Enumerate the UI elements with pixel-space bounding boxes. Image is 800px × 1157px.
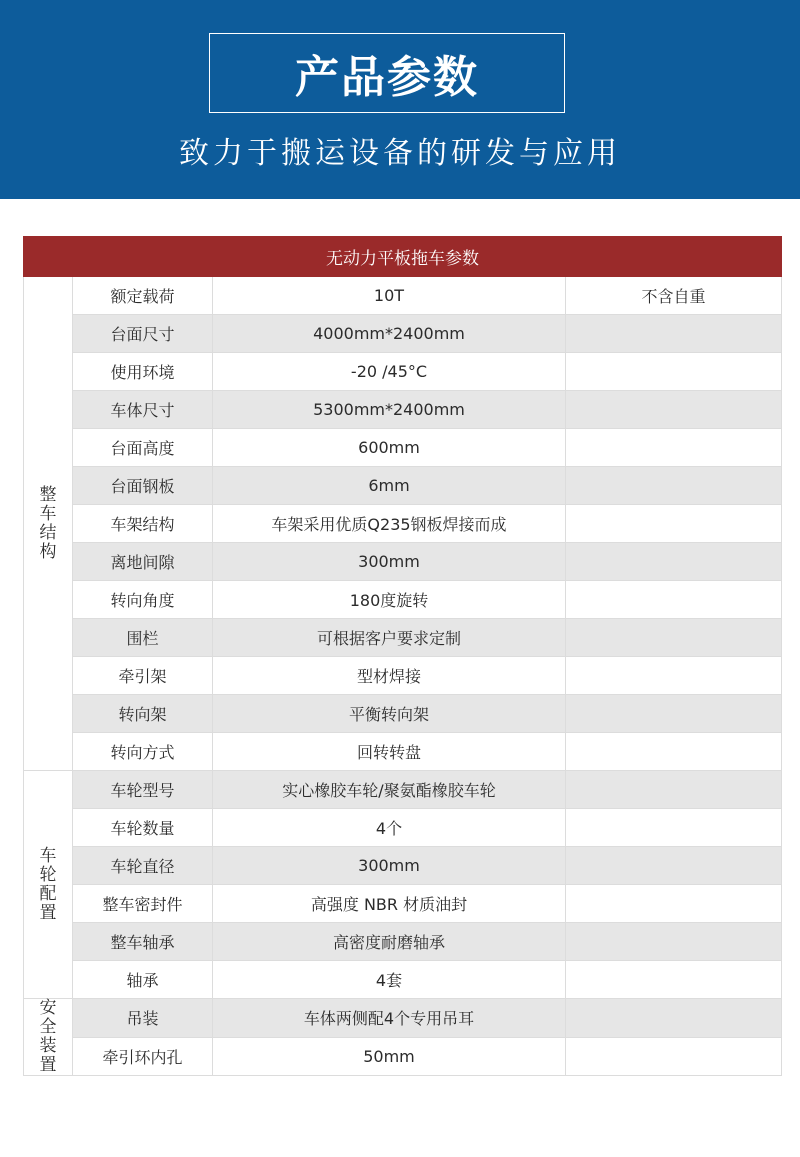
param-value: 回转转盘 xyxy=(213,733,566,771)
table-row xyxy=(24,505,782,543)
table-row xyxy=(24,771,782,809)
table-row xyxy=(24,429,782,467)
table-row xyxy=(24,733,782,771)
param-name: 牵引环内孔 xyxy=(73,1037,213,1076)
param-value: 300mm xyxy=(213,847,566,885)
param-note xyxy=(566,429,782,467)
param-note xyxy=(566,543,782,581)
param-value: 50mm xyxy=(213,1037,566,1076)
param-name: 围栏 xyxy=(73,619,213,657)
param-name: 车架结构 xyxy=(73,505,213,543)
table-row xyxy=(24,391,782,429)
table-row xyxy=(24,1037,782,1076)
table-title: 无动力平板拖车参数 xyxy=(24,237,782,277)
param-note xyxy=(566,353,782,391)
table-title-row xyxy=(24,237,782,277)
spec-table xyxy=(23,236,782,1076)
param-note xyxy=(566,961,782,999)
param-note xyxy=(566,581,782,619)
group-label-cell xyxy=(24,771,73,999)
param-note xyxy=(566,467,782,505)
param-name: 车轮数量 xyxy=(73,809,213,847)
group-label: 车轮配置 xyxy=(39,845,57,923)
param-note xyxy=(566,315,782,353)
param-value: 10T xyxy=(213,277,566,315)
page-subtitle: 致力于搬运设备的研发与应用 xyxy=(179,136,621,171)
param-name: 车轮直径 xyxy=(73,847,213,885)
param-value: 车体两侧配4个专用吊耳 xyxy=(213,999,566,1038)
param-note xyxy=(566,999,782,1038)
param-value: 300mm xyxy=(213,543,566,581)
param-name: 转向角度 xyxy=(73,581,213,619)
param-name: 台面尺寸 xyxy=(73,315,213,353)
param-name: 台面钢板 xyxy=(73,467,213,505)
param-value: 高强度 NBR 材质油封 xyxy=(213,885,566,923)
title-box xyxy=(209,33,565,113)
param-value: 4套 xyxy=(213,961,566,999)
table-row xyxy=(24,923,782,961)
group-label-cell xyxy=(24,277,73,771)
param-note xyxy=(566,885,782,923)
param-name: 车轮型号 xyxy=(73,771,213,809)
table-row xyxy=(24,961,782,999)
table-row xyxy=(24,543,782,581)
table-row xyxy=(24,809,782,847)
group-label-cell xyxy=(24,999,73,1076)
param-name: 整车轴承 xyxy=(73,923,213,961)
param-name: 转向架 xyxy=(73,695,213,733)
param-note xyxy=(566,733,782,771)
param-value: 型材焊接 xyxy=(213,657,566,695)
param-note xyxy=(566,1037,782,1076)
param-note xyxy=(566,809,782,847)
table-row xyxy=(24,467,782,505)
table-row xyxy=(24,695,782,733)
param-note: 不含自重 xyxy=(566,277,782,315)
param-name: 转向方式 xyxy=(73,733,213,771)
param-value: 180度旋转 xyxy=(213,581,566,619)
param-value: 车架采用优质Q235钢板焊接而成 xyxy=(213,505,566,543)
header-banner xyxy=(0,0,800,199)
param-name: 整车密封件 xyxy=(73,885,213,923)
param-name: 吊装 xyxy=(73,999,213,1038)
param-note xyxy=(566,505,782,543)
param-value: 高密度耐磨轴承 xyxy=(213,923,566,961)
param-name: 台面高度 xyxy=(73,429,213,467)
param-value: 可根据客户要求定制 xyxy=(213,619,566,657)
table-row xyxy=(24,999,782,1038)
table-row xyxy=(24,315,782,353)
param-note xyxy=(566,391,782,429)
table-row xyxy=(24,847,782,885)
group-label: 整车结构 xyxy=(39,484,57,562)
param-note xyxy=(566,923,782,961)
param-value: 实心橡胶车轮/聚氨酯橡胶车轮 xyxy=(213,771,566,809)
table-row xyxy=(24,353,782,391)
param-note xyxy=(566,619,782,657)
param-value: 4个 xyxy=(213,809,566,847)
param-value: 4000mm*2400mm xyxy=(213,315,566,353)
table-row xyxy=(24,657,782,695)
param-name: 牵引架 xyxy=(73,657,213,695)
param-note xyxy=(566,847,782,885)
param-name: 额定载荷 xyxy=(73,277,213,315)
param-note xyxy=(566,695,782,733)
param-note xyxy=(566,657,782,695)
param-value: 平衡转向架 xyxy=(213,695,566,733)
param-value: -20 /45°C xyxy=(213,353,566,391)
group-label: 安全装置 xyxy=(39,998,57,1075)
param-name: 使用环境 xyxy=(73,353,213,391)
spec-table-body xyxy=(24,237,782,1076)
param-name: 轴承 xyxy=(73,961,213,999)
param-value: 6mm xyxy=(213,467,566,505)
table-row xyxy=(24,581,782,619)
param-name: 离地间隙 xyxy=(73,543,213,581)
table-row xyxy=(24,885,782,923)
param-note xyxy=(566,771,782,809)
param-name: 车体尺寸 xyxy=(73,391,213,429)
table-row xyxy=(24,619,782,657)
page-title: 产品参数 xyxy=(295,52,479,103)
param-value: 5300mm*2400mm xyxy=(213,391,566,429)
param-value: 600mm xyxy=(213,429,566,467)
table-row xyxy=(24,277,782,315)
